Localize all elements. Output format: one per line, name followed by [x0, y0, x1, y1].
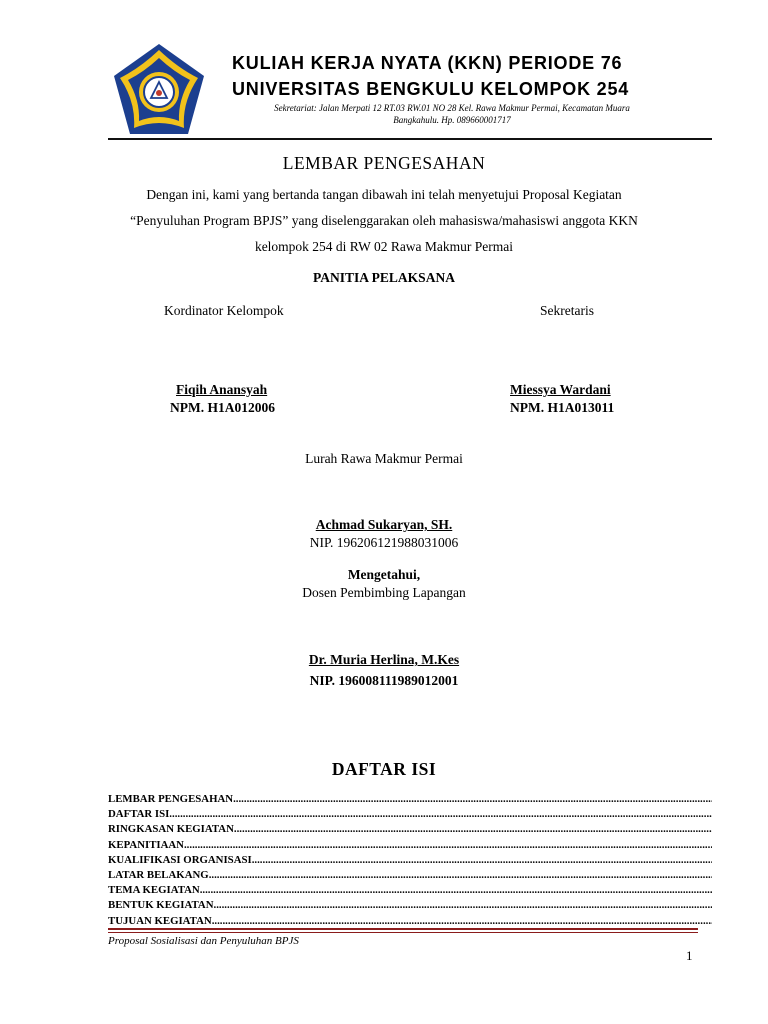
toc-item[interactable]: [108, 792, 712, 807]
toc-item-label: LATAR BELAKANG: [108, 868, 209, 881]
toc-item[interactable]: [108, 914, 712, 929]
toc-item-label: TEMA KEGIATAN: [108, 884, 200, 897]
toc-item-label: RINGKASAN KEGIATAN: [108, 823, 234, 836]
toc-item[interactable]: [108, 853, 712, 868]
supervisor-name: Dr. Muria Herlina, M.Kes: [308, 652, 460, 667]
toc-list: [108, 792, 712, 929]
toc-item[interactable]: [108, 898, 712, 913]
toc-item[interactable]: [108, 807, 712, 822]
left-signatory-name: Fiqih Anansyah: [176, 382, 268, 397]
toc-item[interactable]: [108, 883, 712, 898]
toc-title: DAFTAR ISI: [331, 759, 437, 779]
left-signatory-npm: NPM. H1A012006: [170, 400, 275, 415]
footer-divider: [108, 928, 698, 930]
page-number: 1: [686, 948, 693, 963]
header-address-line2: Bangkahulu. Hp. 089660001717: [393, 115, 511, 125]
toc-item[interactable]: [108, 838, 712, 853]
left-role: Kordinator Kelompok: [164, 303, 284, 318]
toc-leader: [200, 883, 712, 898]
header-title-line2: UNIVERSITAS BENGKULU KELOMPOK 254: [232, 79, 630, 99]
right-signatory-name: Miessya Wardani: [510, 382, 611, 397]
header-title-line1: KULIAH KERJA NYATA (KKN) PERIODE 76: [232, 53, 623, 73]
toc-item-label: DAFTAR ISI: [108, 808, 170, 821]
toc-item[interactable]: [108, 868, 712, 883]
toc-leader: [233, 792, 712, 807]
footer-text: Proposal Sosialisasi dan Penyuluhan BPJS: [108, 935, 299, 947]
right-role: Sekretaris: [540, 303, 594, 318]
toc-leader: [169, 807, 712, 822]
footer-divider-thin: [108, 932, 698, 933]
approval-paragraph-line2: “Penyuluhan Program BPJS” yang diselenggarakan oleh mahasiswa/mahasiswi anggota KKN: [130, 213, 638, 228]
approval-paragraph: [0, 182, 768, 260]
lurah-role: Lurah Rawa Makmur Permai: [305, 451, 463, 466]
approval-paragraph-line1: Dengan ini, kami yang bertanda tangan dibawah ini telah menyetujui Proposal Kegiatan: [146, 187, 622, 202]
lurah-nip: NIP. 196206121988031006: [309, 535, 459, 550]
toc-leader: [212, 914, 712, 929]
supervisor-role: Dosen Pembimbing Lapangan: [302, 585, 466, 600]
committee-heading: PANITIA PELAKSANA: [313, 270, 455, 285]
toc-leader: [209, 868, 712, 883]
toc-leader: [214, 898, 713, 913]
acknowledge-label: Mengetahui,: [347, 567, 421, 582]
lurah-name: Achmad Sukaryan, SH.: [315, 517, 453, 532]
header-address-line1: Sekretariat: Jalan Merpati 12 RT.03 RW.01 NO 28 Kel. Rawa Makmur Permai, Kecamatan Muara: [274, 103, 630, 113]
supervisor-nip: NIP. 196008111989012001: [309, 673, 459, 688]
toc-item[interactable]: [108, 822, 712, 837]
approval-paragraph-line3: kelompok 254 di RW 02 Rawa Makmur Permai: [254, 239, 514, 254]
toc-leader: [252, 853, 712, 868]
toc-leader: [234, 822, 712, 837]
header-divider: [108, 138, 712, 140]
toc-item-label: KUALIFIKASI ORGANISASI: [108, 853, 252, 866]
university-crest-icon: [108, 42, 210, 140]
toc-item-label: TUJUAN KEGIATAN: [108, 914, 212, 927]
toc-item-label: KEPANITIAAN: [108, 838, 184, 851]
toc-item-label: BENTUK KEGIATAN: [108, 899, 214, 912]
toc-leader: [184, 838, 712, 853]
approval-title: LEMBAR PENGESAHAN: [282, 153, 486, 173]
right-signatory-npm: NPM. H1A013011: [510, 400, 615, 415]
toc-item-label: LEMBAR PENGESAHAN: [108, 793, 234, 805]
header-address: [232, 102, 672, 126]
